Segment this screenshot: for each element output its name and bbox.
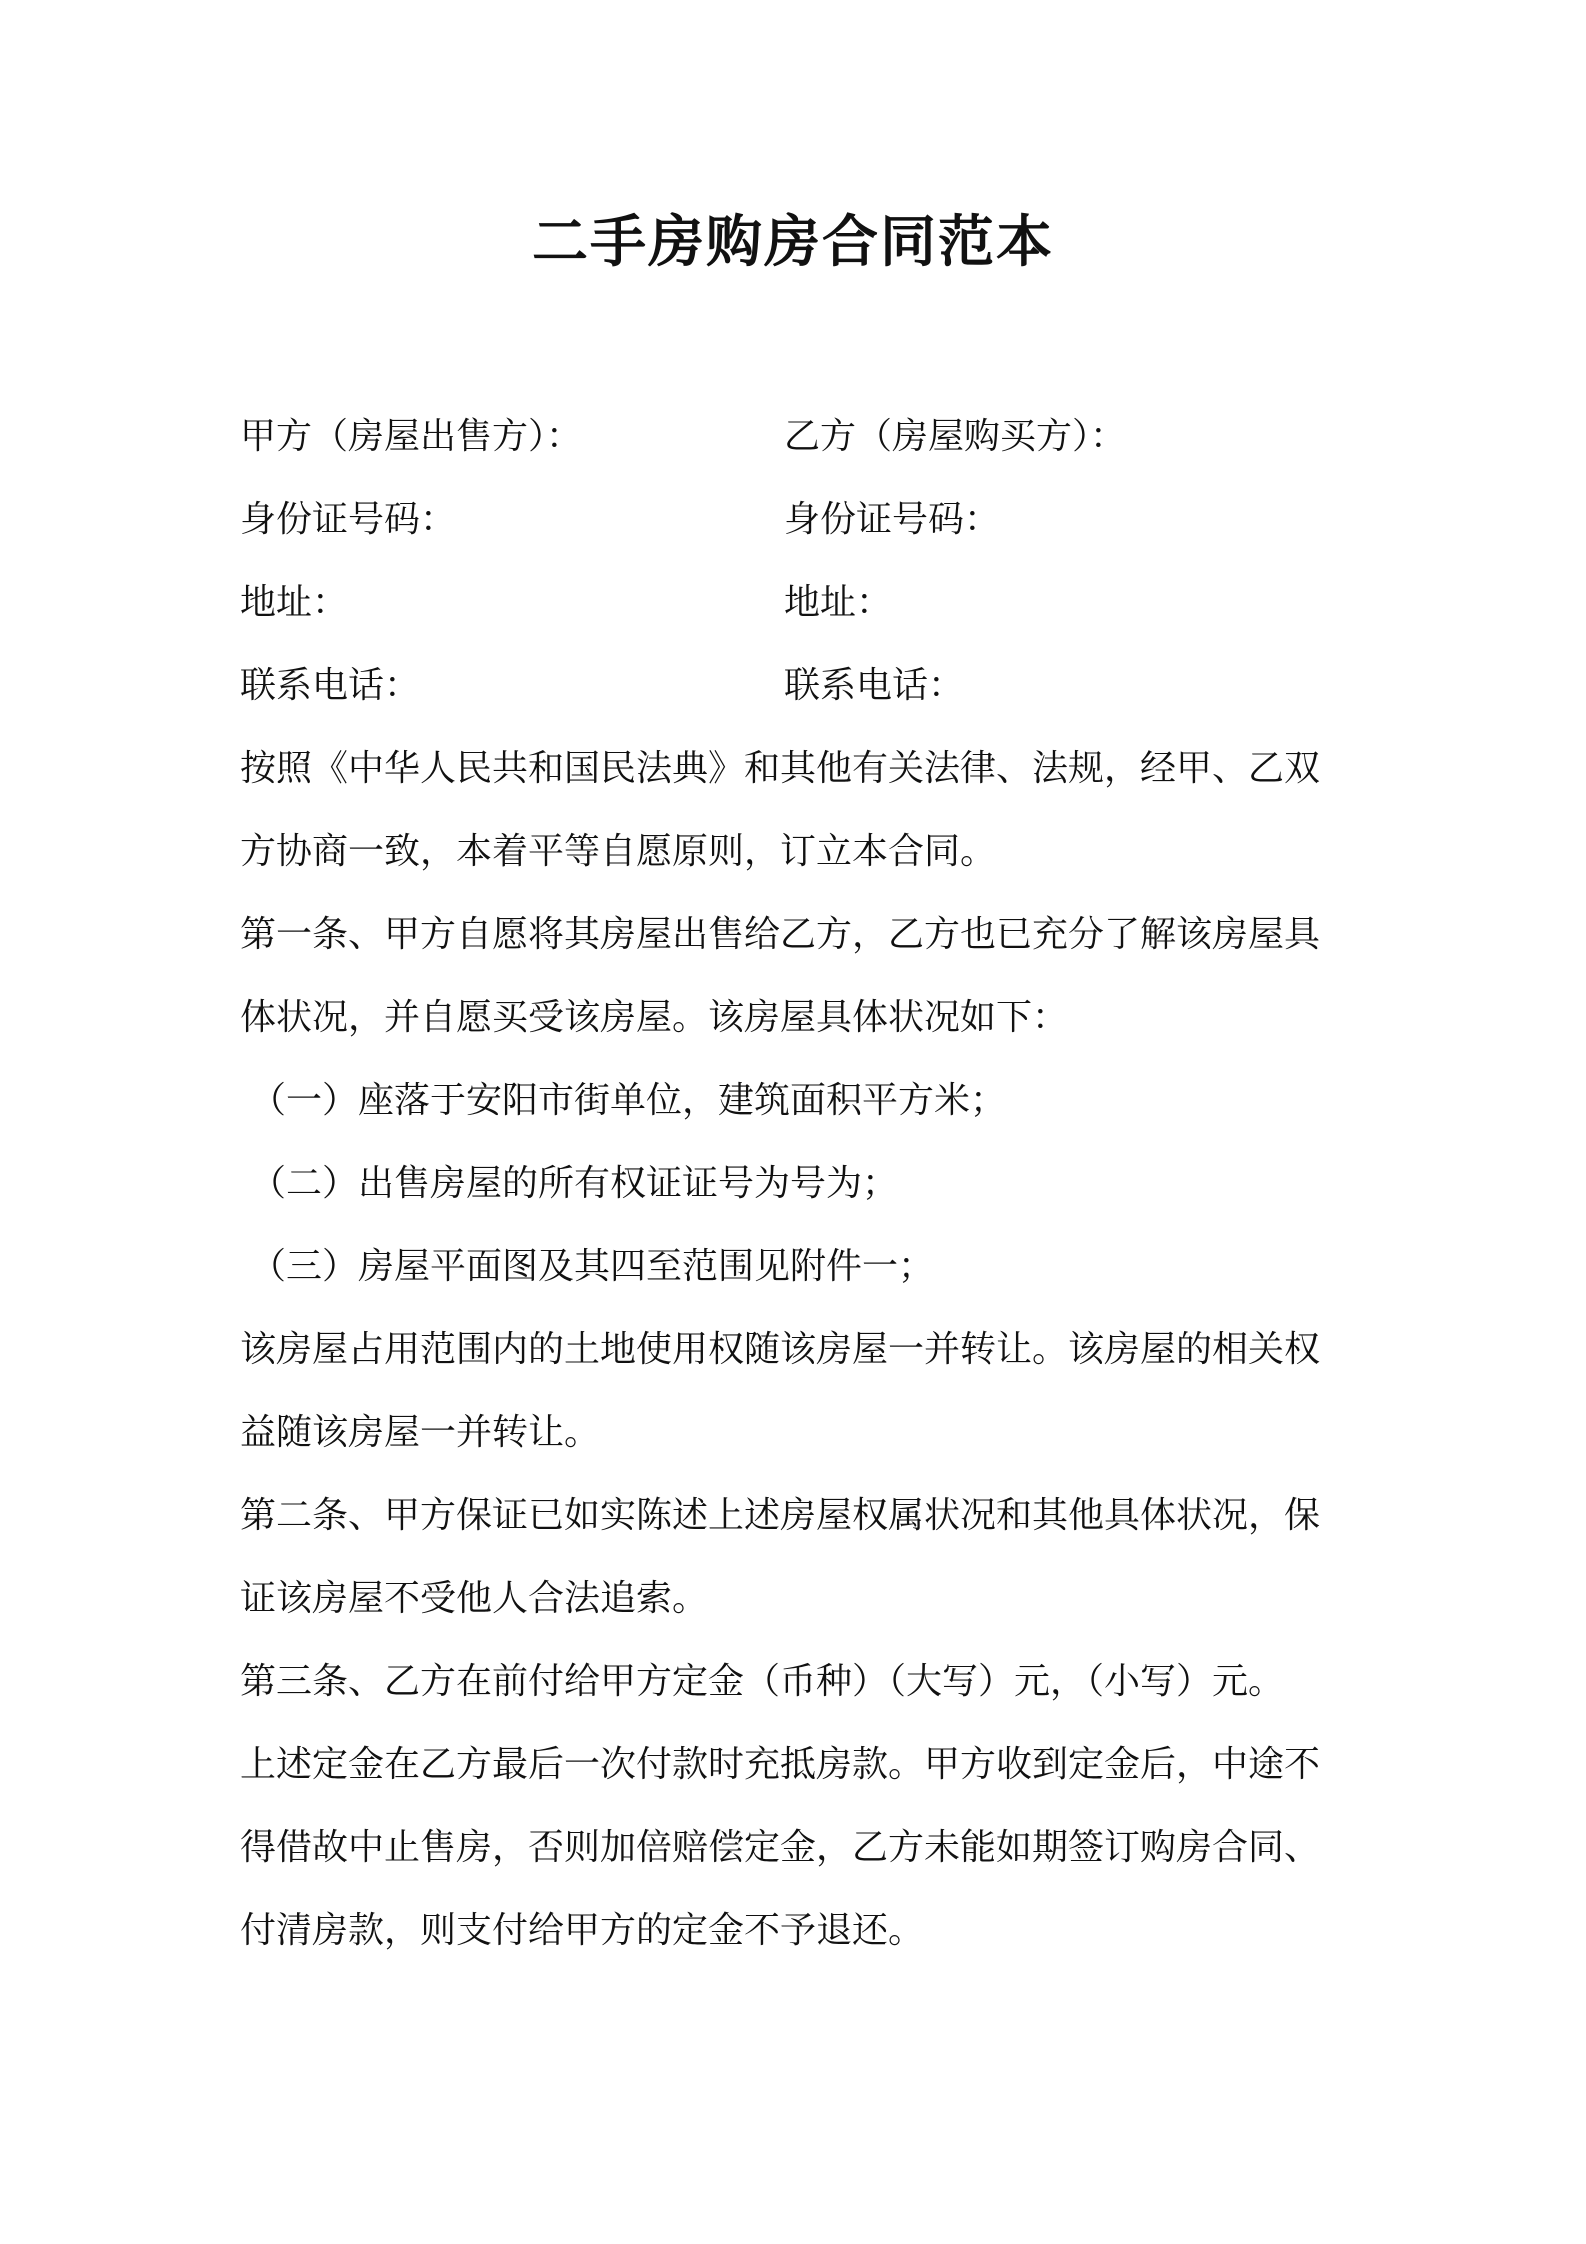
article-2-line-2: 证该房屋不受他人合法追索。 xyxy=(240,1578,709,1619)
article-1-line-1: 第一条、甲方自愿将其房屋出售给乙方，乙方也已充分了解该房屋具 xyxy=(240,914,1321,955)
land-use-line-2: 益随该房屋一并转让。 xyxy=(240,1412,601,1453)
article-3-line-4: 付清房款，则支付给甲方的定金不予退还。 xyxy=(240,1910,925,1951)
buyer-phone-label: 联系电话： xyxy=(784,665,965,706)
preamble-line-2: 方协商一致，本着平等自愿原则，订立本合同。 xyxy=(240,831,997,872)
article-2-line-1: 第二条、甲方保证已如实陈述上述房屋权属状况和其他具体状况，保 xyxy=(240,1495,1321,1536)
preamble-line-1: 按照《中华人民共和国民法典》和其他有关法律、法规，经甲、乙双 xyxy=(240,748,1321,789)
article-3-line-2: 上述定金在乙方最后一次付款时充抵房款。甲方收到定金后，中途不 xyxy=(240,1744,1321,1785)
seller-phone-label: 联系电话： xyxy=(240,665,421,706)
document-title: 二手房购房合同范本 xyxy=(532,210,1054,275)
land-use-line-1: 该房屋占用范围内的土地使用权随该房屋一并转让。该房屋的相关权 xyxy=(240,1329,1321,1370)
buyer-id-label: 身份证号码： xyxy=(784,499,1001,540)
seller-label: 甲方（房屋出售方）： xyxy=(240,416,583,457)
article-1-item-1: （一）座落于安阳市街单位，建筑面积平方米； xyxy=(250,1080,1007,1121)
article-3-line-1: 第三条、乙方在前付给甲方定金（币种）（大写）元，（小写）元。 xyxy=(240,1661,1285,1702)
buyer-label: 乙方（房屋购买方）： xyxy=(784,416,1127,457)
article-3-line-3: 得借故中止售房，否则加倍赔偿定金，乙方未能如期签订购房合同、 xyxy=(240,1827,1321,1868)
article-1-item-3: （三）房屋平面图及其四至范围见附件一； xyxy=(250,1246,935,1287)
article-1-item-2: （二）出售房屋的所有权证证号为号为； xyxy=(250,1163,899,1204)
seller-address-label: 地址： xyxy=(240,582,349,623)
buyer-address-label: 地址： xyxy=(784,582,893,623)
article-1-line-2: 体状况，并自愿买受该房屋。该房屋具体状况如下： xyxy=(240,997,1069,1038)
seller-id-label: 身份证号码： xyxy=(240,499,457,540)
